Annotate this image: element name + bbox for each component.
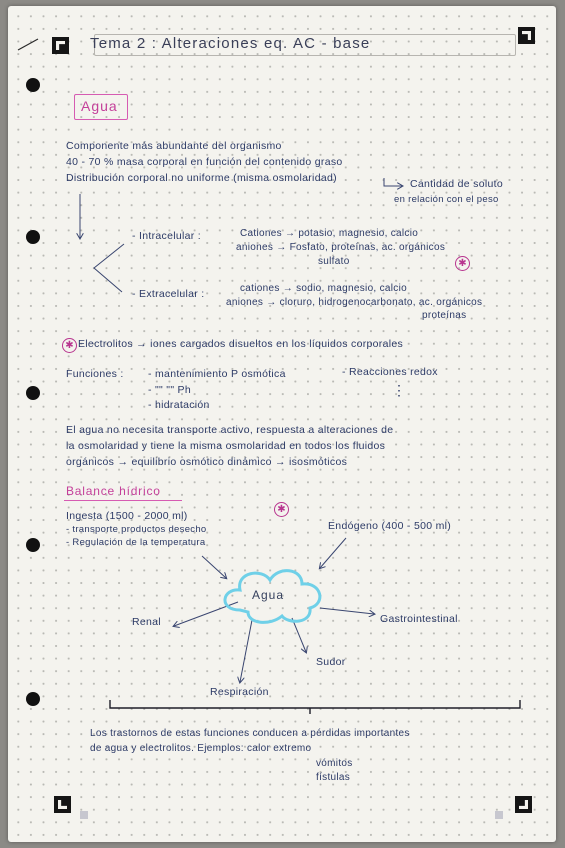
output-gastrointestinal: Gastrointestinal — [380, 613, 458, 625]
intro-line: Componente más abundante del organismo — [66, 140, 282, 152]
closing-example: fístulas — [316, 772, 351, 783]
extracellular-cations: cationes → sodio, magnesio, calcio — [240, 283, 407, 294]
balance-heading: Balance hídrico — [66, 484, 161, 498]
paragraph-line: El agua no necesita transporte activo, respuesta a alteraciones de — [66, 424, 394, 436]
extracellular-anions: aniones → cloruro, hidrogenocarbonato, ac. orgánicos — [226, 297, 483, 308]
extracellular-extra: proteínas — [422, 310, 467, 321]
extracellular-label: - Extracelular : — [132, 288, 205, 300]
intro-line: Distribución corporal no uniforme (misma osmolaridad) — [66, 172, 337, 184]
solute-note: Cantidad de soluto — [410, 178, 503, 190]
paragraph-line: la osmolaridad y tiene la misma osmolaridad en todos los fluidos — [66, 440, 386, 452]
water-cloud-label: Agua — [252, 588, 285, 602]
intake-line: - Regulación de la temperatura — [66, 537, 206, 548]
output-renal: Renal — [132, 616, 161, 628]
asterisk-icon: ✱ — [274, 502, 289, 517]
output-respiration: Respiración — [210, 686, 269, 698]
endogenous-label: Endógeno (400 - 500 ml) — [328, 520, 452, 532]
section-heading-water: Agua — [81, 98, 118, 114]
intro-line: 40 - 70 % masa corporal en función del contenido graso — [66, 156, 343, 168]
asterisk-icon: ✱ — [62, 338, 77, 353]
closing-example: vómitos — [316, 758, 353, 769]
intracellular-label: - Intracelular : — [132, 230, 201, 242]
closing-line: de agua y electrolitos. Ejemplos: calor extremo — [90, 743, 312, 754]
intake-line: - transporte productos desecho — [66, 524, 207, 535]
asterisk-icon: ✱ — [455, 256, 470, 271]
function-ellipsis: ⋮ — [392, 382, 407, 398]
intracellular-cations: Cationes → potasio, magnesio, calcio — [240, 228, 419, 239]
function-item: - hidratación — [148, 399, 210, 411]
page-title: Tema 2 : Alteraciones eq. AC - base — [90, 35, 371, 52]
intake-line: Ingesta (1500 - 2000 ml) — [66, 510, 188, 522]
paragraph-line: orgánicos → equilibrio osmótico dinámico → isosmóticos — [66, 456, 348, 468]
intracellular-anions: aniones → Fosfato, proteínas, ac. orgánicos — [236, 242, 446, 253]
function-redox: - Reacciones redox — [342, 366, 438, 378]
functions-label: Funciones : — [66, 368, 124, 380]
notebook-page — [8, 6, 556, 842]
output-sweat: Sudor — [316, 656, 346, 668]
intracellular-extra: sulfato — [318, 256, 350, 267]
function-item: - mantenimiento P osmótica — [148, 368, 286, 380]
closing-line: Los trastornos de estas funciones conducen a pérdidas importantes — [90, 728, 410, 739]
solute-note: en relación con el peso — [394, 194, 499, 205]
diagram-lines — [8, 6, 556, 842]
electrolytes-line: Electrolitos → iones cargados disueltos en los líquidos corporales — [78, 338, 404, 350]
function-item: - "" "" Ph — [148, 384, 192, 396]
